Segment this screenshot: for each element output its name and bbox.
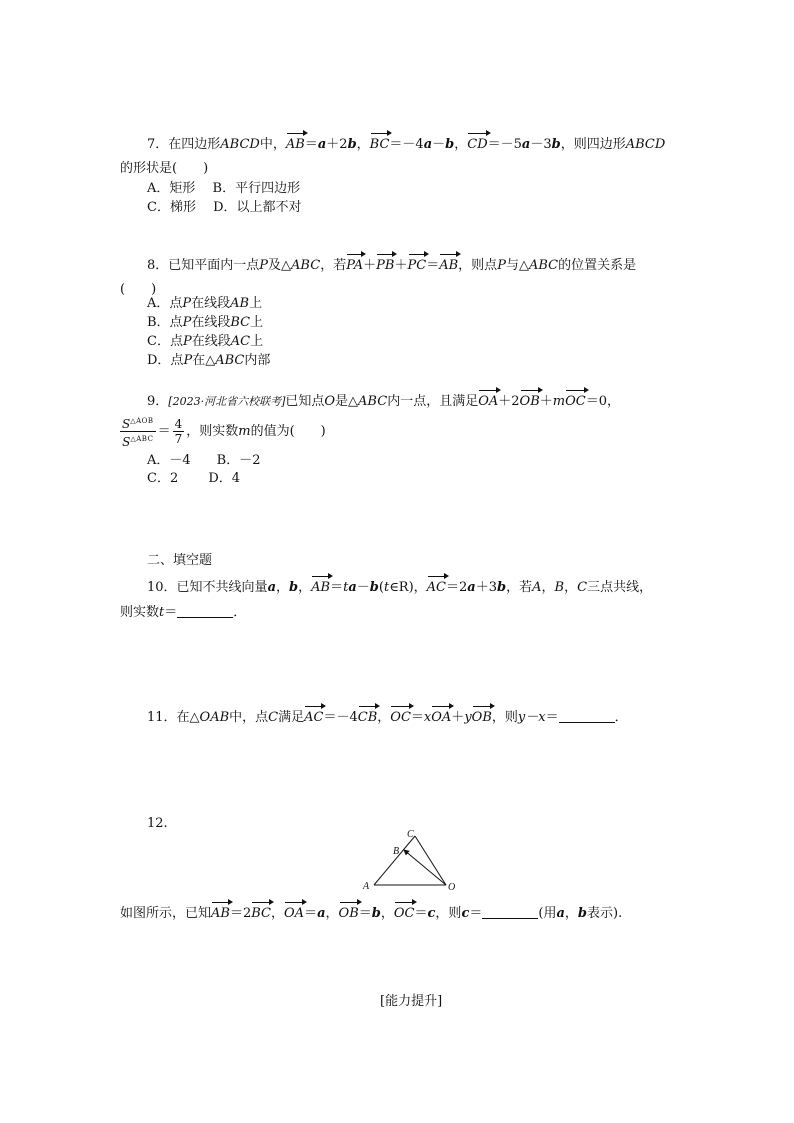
q10-line2: 则实数t＝ ．	[120, 605, 247, 620]
vector-cd: CD	[467, 137, 488, 152]
vector-ob: OB	[338, 906, 359, 921]
q8-line1: 8．已知平面内一点P及△ABC，若PA＋PB＋PC＝AB，则点P与△ABC的位置关系是	[147, 258, 637, 273]
vector-ab: AB	[311, 580, 331, 595]
answer-blank[interactable]	[177, 605, 233, 618]
q8-paren: ( )	[120, 282, 157, 297]
label-o: O	[448, 882, 456, 892]
triangle-figure	[360, 826, 460, 892]
section-heading: 二、填空题	[147, 553, 213, 568]
vector-ab: AB	[439, 258, 459, 273]
vector-pa: PA	[346, 258, 364, 273]
q9-number: 9．	[147, 394, 169, 409]
q12-number: 12.	[147, 816, 168, 831]
q7-line1: 7．在四边形ABCD中，AB＝a＋2b，BC＝－4a－b，CD＝－5a－3b，则四边形ABCD	[147, 137, 666, 152]
q9-source: [2023·河北省六校联考]	[168, 395, 286, 408]
q8-option-a: A．点P在线段AB上	[147, 296, 263, 311]
vector-ac: AC	[426, 580, 447, 595]
q9-options-ab: A．－4 B．－2	[147, 453, 261, 468]
answer-blank[interactable]	[559, 710, 615, 723]
vector-ac: AC	[304, 710, 324, 725]
vector-ab: AB	[211, 906, 230, 921]
q7-line2: 的形状是( )	[120, 161, 209, 176]
answer-blank[interactable]	[482, 906, 538, 919]
segment-co	[415, 836, 446, 885]
q7-number: 7．	[147, 137, 169, 152]
vector-ob: OB	[519, 394, 540, 409]
vector-ab: AB	[285, 137, 305, 152]
q7-options-ab: A．矩形 B．平行四边形	[147, 181, 301, 196]
q9-options-cd: C．2 D．4	[147, 471, 241, 486]
vector-cb: CB	[357, 710, 378, 725]
q11-number: 11．	[147, 710, 177, 725]
q11-line1: 11．在△OAB中，点C满足AC＝－4CB，OC＝xOA＋yOB，则y－x＝ ．	[147, 710, 628, 725]
vector-oa: OA	[478, 394, 499, 409]
ability-heading: [能力提升]	[380, 994, 443, 1009]
q8-number: 8．	[147, 258, 169, 273]
q10-line1: 10．已知不共线向量a，b，AB＝ta－b(t∈R)，AC＝2a＋3b，若A，B，C三点共线，	[147, 580, 653, 595]
label-a: A	[363, 881, 370, 892]
q8-option-c: C．点P在线段AC上	[147, 334, 264, 349]
vector-bc: BC	[251, 906, 271, 921]
segment-ac	[374, 836, 415, 885]
q8-option-d: D．点P在△ABC内部	[147, 353, 271, 368]
q7-options-cd: C．梯形 D．以上都不对	[147, 200, 302, 215]
q8-option-b: B．点P在线段BC上	[147, 315, 264, 330]
vector-oc: OC	[393, 906, 415, 921]
vector-pc: PC	[407, 258, 427, 273]
vector-bc: BC	[369, 137, 390, 152]
vector-ob-arrow	[404, 850, 446, 885]
vector-oc: OC	[390, 710, 411, 725]
q9-line1: 9．[2023·河北省六校联考]已知点O是△ABC内一点，且满足OA＋2OB＋mOC＝0，	[147, 394, 620, 409]
vector-ob: OB	[471, 710, 492, 725]
q12-text: 如图所示，已知AB＝2BC，OA＝a，OB＝b，OC＝c，则c＝ (用a，b表示).	[120, 906, 623, 921]
vector-oa: OA	[284, 906, 305, 921]
q9-line2: $\frac{S^{\triangle AOB}}{S^{\triangle ABC}}$ ＝ $\frac{4}{7}$ ，则实数m的值为( )	[118, 414, 326, 449]
label-b: B	[393, 846, 400, 857]
vector-oa: OA	[431, 710, 452, 725]
area-ratio-fraction: $\frac{S^{\triangle AOB}}{S^{\triangle ABC}}$	[120, 414, 156, 449]
four-sevenths-fraction: $\frac{4}{7}$	[174, 417, 183, 446]
q10-number: 10．	[147, 580, 177, 595]
label-c: C	[407, 829, 414, 840]
vector-pb: PB	[376, 258, 395, 273]
vector-oc: OC	[565, 394, 586, 409]
